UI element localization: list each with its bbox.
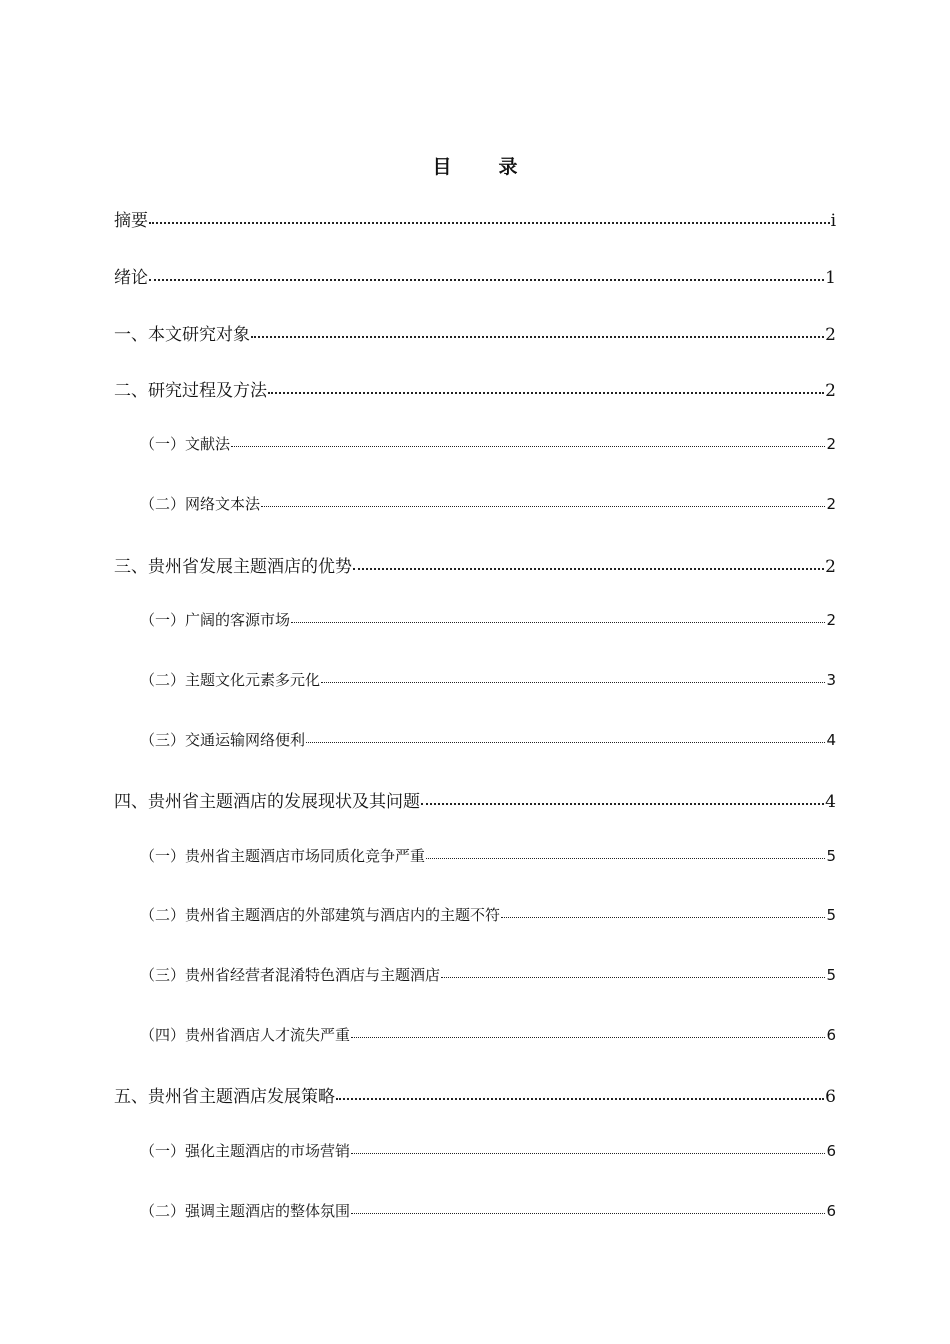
toc-leader-dots [351,1201,825,1216]
toc-leader-dots [441,965,825,980]
toc-entry-label: 五、贵州省主题酒店发展策略 [114,1087,335,1107]
toc-leader-dots [149,209,830,226]
toc-entry-section-4-2[interactable] [140,904,836,925]
toc-entry-page: 1 [825,268,836,288]
toc-leader-dots [149,266,824,283]
toc-entry-label: 二、研究过程及方法 [114,381,267,401]
toc-entry-page: 2 [825,325,836,345]
toc-entry-section-2-1[interactable] [140,433,836,454]
toc-entry-page: 4 [826,731,836,749]
toc-leader-dots [231,434,825,449]
toc-entry-label: （三）交通运输网络便利 [140,731,306,749]
toc-leader-dots [336,1085,824,1102]
toc-title: 目 录 [432,156,532,178]
toc-leader-dots [351,1025,825,1040]
toc-entry-label: （一）文献法 [140,435,231,453]
toc-entry-page: i [830,211,836,231]
toc-entry-page: 5 [826,847,836,865]
toc-entry-label: （一）贵州省主题酒店市场同质化竞争严重 [140,847,426,865]
toc-entry-section-5-2[interactable] [140,1200,836,1221]
toc-entry-label: （二）主题文化元素多元化 [140,671,321,689]
toc-leader-dots [251,323,824,340]
toc-entry-page: 2 [826,611,836,629]
toc-entry-page: 6 [825,1087,836,1107]
toc-leader-dots [353,555,824,572]
toc-leader-dots [268,379,824,396]
toc-entry-section-4-1[interactable] [140,845,836,866]
toc-entry-page: 2 [826,495,836,513]
toc-entry-page: 5 [826,966,836,984]
toc-entry-page: 2 [825,557,836,577]
toc-entry-section-4-4[interactable] [140,1024,836,1045]
toc-entry-label: （二）强调主题酒店的整体氛围 [140,1202,351,1220]
toc-entry-section-5[interactable] [114,1082,836,1107]
toc-leader-dots [426,846,825,861]
toc-leader-dots [501,905,825,920]
toc-entry-label: 一、本文研究对象 [114,325,250,345]
toc-entry-page: 3 [826,671,836,689]
toc-entry-label: （二）网络文本法 [140,495,261,513]
toc-entry-page: 2 [826,435,836,453]
toc-entry-label: （二）贵州省主题酒店的外部建筑与酒店内的主题不符 [140,906,501,924]
toc-entry-section-3-2[interactable] [140,669,836,690]
toc-entry-label: 三、贵州省发展主题酒店的优势 [114,557,352,577]
toc-entry-section-3-1[interactable] [140,609,836,630]
toc-entry-label: 四、贵州省主题酒店的发展现状及其问题 [114,792,420,812]
toc-entry-page: 6 [826,1026,836,1044]
toc-entry-section-2[interactable] [114,376,836,401]
toc-entry-label: （一）强化主题酒店的市场营销 [140,1142,351,1160]
toc-entry-section-3-3[interactable] [140,729,836,750]
toc-entry-page: 4 [825,792,836,812]
toc-leader-dots [321,670,825,685]
toc-entry-page: 6 [826,1142,836,1160]
toc-entry-label: （一）广阔的客源市场 [140,611,291,629]
toc-entry-section-2-2[interactable] [140,493,836,514]
toc-entry-abstract[interactable] [114,206,836,231]
toc-entry-page: 6 [826,1202,836,1220]
toc-entry-section-4-3[interactable] [140,964,836,985]
toc-entry-section-5-1[interactable] [140,1140,836,1161]
toc-leader-dots [291,610,825,625]
toc-entry-page: 5 [826,906,836,924]
toc-leader-dots [261,494,825,509]
toc-entry-label: 摘要 [114,211,148,231]
toc-entry-introduction[interactable] [114,263,836,288]
toc-entry-label: （三）贵州省经营者混淆特色酒店与主题酒店 [140,966,441,984]
toc-entry-section-1[interactable] [114,320,836,345]
toc-leader-dots [421,790,824,807]
toc-entry-section-3[interactable] [114,552,836,577]
toc-entry-section-4[interactable] [114,787,836,812]
toc-leader-dots [306,730,825,745]
toc-leader-dots [351,1141,825,1156]
toc-entry-page: 2 [825,381,836,401]
toc-entry-label: （四）贵州省酒店人才流失严重 [140,1026,351,1044]
toc-entry-label: 绪论 [114,268,148,288]
